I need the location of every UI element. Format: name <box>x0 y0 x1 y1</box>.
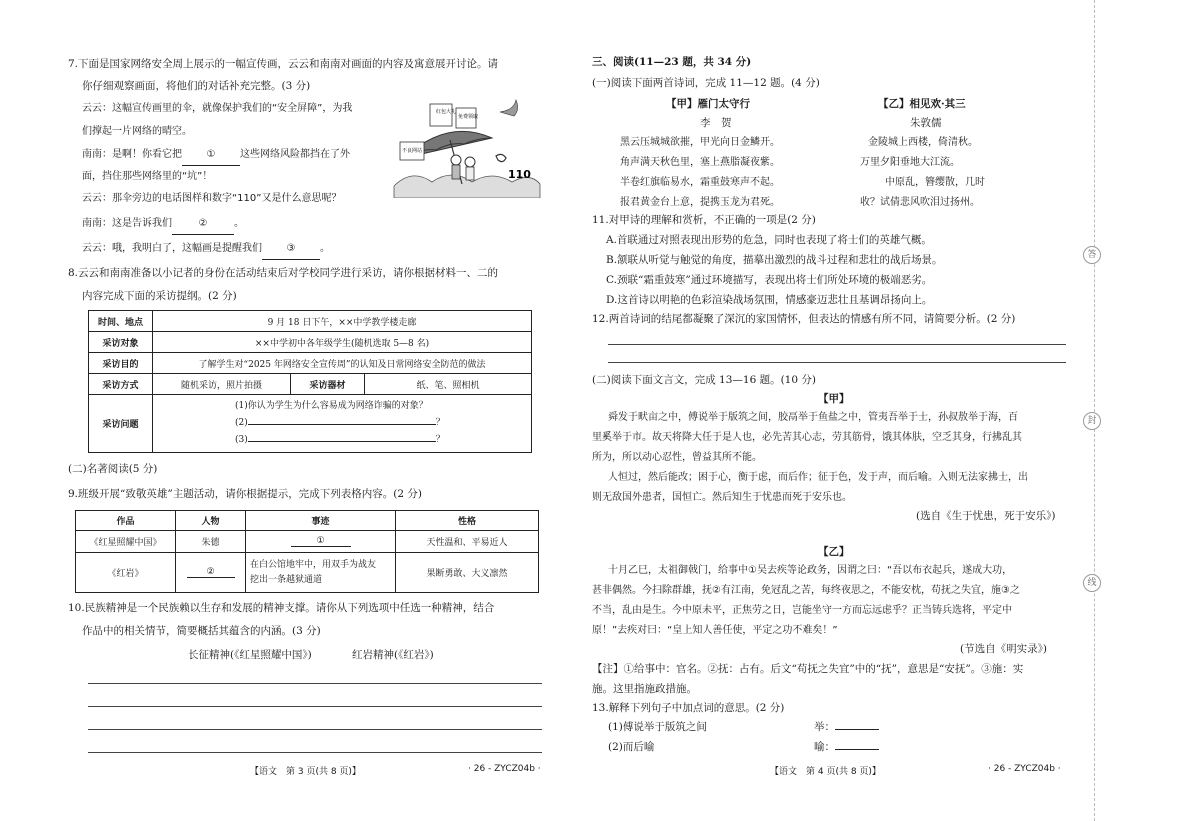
col-work: 作品 <box>76 511 176 531</box>
poem-b-author: 朱敦儒 <box>910 117 942 129</box>
q7-stem-line1: 7.下面是国家网络安全周上展示的一幅宣传画，云云和南南对画面的内容及寓意展开讨论。请 <box>68 58 499 70</box>
r1-deeds <box>246 531 396 553</box>
poem-b-line-4: 收？试倩悲风吹泪过扬州。 <box>860 197 980 208</box>
poem-a-line-2: 角声满天秋色里，塞上燕脂凝夜紫。 <box>620 157 780 168</box>
q10-answer-line-1[interactable] <box>88 683 542 684</box>
text-b-p4: 原！”去疾对曰：“皇上知人善任使，平定之功不难矣！” <box>592 625 838 636</box>
col-character: 性格 <box>396 511 539 531</box>
r2-deeds: 在白公馆地牢中，用双手为战友 挖出一条越狱通道 <box>246 553 396 593</box>
text-a-p5: 则无敌国外患者，国恒亡。然后知生于忧患而死于安乐也。 <box>592 492 852 503</box>
text-a-title: 【甲】 <box>818 393 850 405</box>
text-a-source: (选自《生于忧患，死于安乐》) <box>916 510 1056 522</box>
q12-answer-line-1[interactable] <box>608 344 1066 345</box>
r2-person <box>176 553 246 593</box>
r2-character: 果断勇敢、大义凛然 <box>396 553 539 593</box>
phone-icon <box>496 154 506 161</box>
note-line-2: 施。这里指施政措施。 <box>592 683 697 695</box>
q9-stem: 9.班级开展“致敬英雄”主题活动，请你根据提示，完成下列表格内容。(2 分) <box>68 488 422 500</box>
q10-option-1: 长征精神(《红星照耀中国》) <box>188 649 312 661</box>
heroes-blank-1[interactable]: ① <box>291 536 351 547</box>
q7-dialog-2a: 南南：是啊！你看它把 ① 这些网络风险都挡在了外 <box>82 145 350 166</box>
poem-a-line-1: 黑云压城城欲摧，甲光向日金鳞开。 <box>620 137 780 148</box>
q11-stem: 11.对甲诗的理解和赏析，不正确的一项是(2 分) <box>592 214 816 226</box>
row-questions-value <box>153 395 532 453</box>
section-3-heading: 三、阅读(11—23 题，共 34 分) <box>592 56 752 68</box>
row-time-label: 时间、地点 <box>89 311 153 332</box>
footer-page-3: 【语文 第 3 页(共 8 页)】 <box>250 767 361 777</box>
sub-1-heading: (一)阅读下面两首诗词，完成 11—12 题。(4 分) <box>592 77 820 89</box>
question-3-input[interactable] <box>248 431 436 442</box>
footer-page-4: 【语文 第 4 页(共 8 页)】 <box>770 767 881 777</box>
text-a-p1: 舜发于畎亩之中，傅说举于版筑之间，胶鬲举于鱼盐之中，管夷吾举于士，孙叔敖举于海，百 <box>608 412 1018 423</box>
footer-code-right: · 26 - ZYCZ04b · <box>988 764 1061 774</box>
row-equip-value: 纸、笔、照相机 <box>365 374 532 395</box>
section-2-heading: (二)名著阅读(5 分) <box>68 463 158 475</box>
poem-b-line-3: 中原乱，簪缨散，几时 <box>885 177 985 188</box>
row-target-label: 采访对象 <box>89 332 153 353</box>
q11-option-b[interactable]: B.颔联从听觉与触觉的角度，描摹出激烈的战斗过程和悲壮的战后场景。 <box>606 254 943 266</box>
q10-answer-line-4[interactable] <box>88 752 542 753</box>
row-method-label: 采访方式 <box>89 374 153 395</box>
q13-answer-2-input[interactable] <box>835 738 879 750</box>
q10-answer-line-2[interactable] <box>88 706 542 707</box>
sub-2-heading: (二)阅读下面文言文，完成 13—16 题。(10 分) <box>592 374 816 386</box>
page-4 <box>578 0 1090 821</box>
q13-answer-2: 喻： <box>814 737 879 757</box>
pic-label-bad-site: 不良网站 <box>402 148 423 154</box>
row-purpose-value: 了解学生对“2025 年网络安全宣传周”的认知及日常网络安全防范的做法 <box>153 353 532 374</box>
question-2: (2) ？ <box>235 414 527 431</box>
r2-work: 《红岩》 <box>76 553 176 593</box>
q11-option-a[interactable]: A.首联通过对照表现出形势的危急，同时也表现了将士们的英雄气概。 <box>606 234 932 246</box>
row-purpose-label: 采访目的 <box>89 353 153 374</box>
text-a-p3: 所为，所以动心忍性，曾益其所不能。 <box>592 452 762 463</box>
binding-line <box>1094 0 1095 821</box>
col-person: 人物 <box>176 511 246 531</box>
row-method-value: 随机采访，照片拍摄 <box>153 374 291 395</box>
binding-mark-seal: 封 <box>1083 412 1101 430</box>
blank-3[interactable]: ③ <box>262 239 320 260</box>
q13-answer-1-input[interactable] <box>835 718 879 730</box>
q10-option-2: 红岩精神(《红岩》) <box>352 649 434 661</box>
q12-stem: 12.两首诗词的结尾都凝聚了深沉的家国情怀，但表达的情感有所不同，请简要分析。(2 分) <box>592 313 1016 325</box>
r1-work: 《红星照耀中国》 <box>76 531 176 553</box>
heroes-blank-2[interactable]: ② <box>187 567 235 578</box>
col-deeds: 事迹 <box>246 511 396 531</box>
q7-dialog-5: 云云：哦，我明白了，这幅画是提醒我们 ③ 。 <box>82 239 330 260</box>
poem-b-line-1: 金陵城上西楼，倚清秋。 <box>868 137 978 148</box>
q7-dialog-1a: 云云：这幅宣传画里的伞，就像保护我们的“安全屏障”，为我 <box>82 103 353 114</box>
poem-a-author: 李 贺 <box>700 117 732 129</box>
q11-option-d[interactable]: D.这首诗以明艳的色彩渲染战场氛围，情感豪迈悲壮且基调昂扬向上。 <box>606 294 933 306</box>
q10-stem-line1: 10.民族精神是一个民族赖以生存和发展的精神支撑。请你从下列选项中任选一种精神，结合 <box>68 602 495 614</box>
question-2-input[interactable] <box>248 414 436 425</box>
text-a-p2: 里奚举于市。故天将降大任于是人也，必先苦其心志，劳其筋骨，饿其体肤，空乏其身，行拂乱其 <box>592 432 1022 443</box>
q11-option-c[interactable]: C.颈联“霜重鼓寒”通过环境描写，表现出将士们所处环境的极端恶劣。 <box>606 274 933 286</box>
interview-outline-table <box>88 310 532 453</box>
row-equip-label: 采访器材 <box>291 374 365 395</box>
r1-person: 朱德 <box>176 531 246 553</box>
q13-sentence-2: (2)而后喻 <box>608 741 655 753</box>
q7-dialog-2b: 面，挡住那些网络里的“坑”！ <box>82 171 213 182</box>
poem-b-line-2: 万里夕阳垂地大江流。 <box>860 157 960 168</box>
q13-stem: 13.解释下列句子中加点词的意思。(2 分) <box>592 702 785 714</box>
poem-a-line-3: 半卷红旗临易水，霜重鼓寒声不起。 <box>620 177 780 188</box>
q10-stem-line2: 作品中的相关情节，简要概括其蕴含的内涵。(3 分) <box>82 625 321 637</box>
binding-mark-answer: 答 <box>1083 246 1101 264</box>
q12-answer-line-2[interactable] <box>608 362 1066 363</box>
row-target-value <box>153 332 532 353</box>
row-questions-label: 采访问题 <box>89 395 153 453</box>
q8-stem-line2: 内容完成下面的采访提纲。(2 分) <box>82 290 237 302</box>
r1-character: 天性温和、平易近人 <box>396 531 539 553</box>
poem-a-line-4: 报君黄金台上意，提携玉龙为君死。 <box>620 197 780 208</box>
pic-label-110: 110 <box>508 168 531 181</box>
note-line-1: 【注】①给事中：官名。②抚：占有。后文“苟抚之失宜”中的“抚”，意思是“安抚”。③施：实 <box>592 663 1024 675</box>
text-b-source: (节选自《明实录》) <box>960 643 1047 655</box>
question-3: (3) ？ <box>235 431 527 448</box>
q10-answer-line-3[interactable] <box>88 729 542 730</box>
poem-a-title: 【甲】雁门太守行 <box>666 98 750 110</box>
binding-mark-line: 线 <box>1083 574 1101 592</box>
q7-dialog-1b: 们撑起一片网络的晴空。 <box>82 126 192 137</box>
pic-label-free: 免费领取 <box>458 114 479 120</box>
q7-dialog-3: 云云：那伞旁边的电话图样和数字“110”又是什么意思呢？ <box>82 193 342 204</box>
text-a-p4: 人恒过，然后能改；困于心，衡于虑，而后作；征于色，发于声，而后喻。入则无法家拂士，出 <box>608 472 1028 483</box>
footer-code-left: · 26 - ZYCZ04b · <box>468 764 541 774</box>
q7-stem-line2: 你仔细观察画面，将他们的对话补充完整。(3 分) <box>82 80 311 92</box>
question-1: (1)你认为学生为什么容易成为网络诈骗的对象？ <box>235 401 428 411</box>
q13-answer-1: 举： <box>814 717 879 737</box>
text-b-p1: 十月乙巳，太祖御戟门，给事中①吴去疾等论政务，因谓之曰：“吾以布衣起兵，遂成大功， <box>608 565 1013 576</box>
umbrella-poster-illustration <box>392 98 542 198</box>
text-b-title: 【乙】 <box>818 546 850 558</box>
pic-label-gift: 红包大礼 <box>436 109 457 115</box>
text-b-p3: 不当，乱由是生。今中原未平，正焦劳之日，岂能坐守一方而忘远虑乎？正当铸兵选将，平定中 <box>592 605 1012 616</box>
blank-1[interactable]: ① <box>182 145 240 166</box>
row-time-value: 9 月 18 日下午，××中学教学楼走廊 <box>153 311 532 332</box>
page-3 <box>0 0 578 821</box>
poem-b-title: 【乙】相见欢·其三 <box>878 98 966 110</box>
row-target-text-inline: ××中学初中各年级学生(随机选取 5—8 名) <box>254 338 430 349</box>
q7-dialog-4: 南南：这是告诉我们 ② 。 <box>82 214 244 235</box>
blank-2[interactable]: ② <box>172 214 234 235</box>
q13-sentence-1: (1)傅说举于版筑之间 <box>608 721 707 733</box>
heroes-table <box>75 510 539 593</box>
q8-stem-line1: 8.云云和南南准备以小记者的身份在活动结束后对学校同学进行采访，请你根据材料一、二的 <box>68 267 499 279</box>
text-b-p2: 甚非偶然。今扫除群雄，抚②有江南，免冠乱之苦，每终夜思之，不能安枕，苟抚之失宜，施③之 <box>592 585 1020 596</box>
